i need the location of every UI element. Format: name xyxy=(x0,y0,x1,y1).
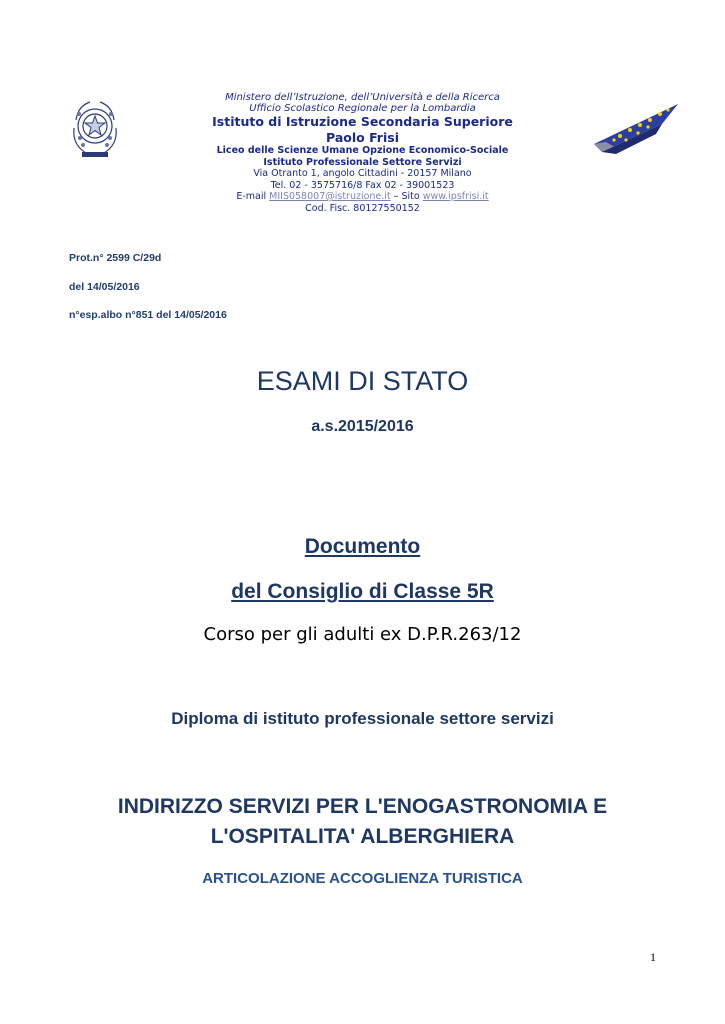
phone-line: Tel. 02 - 3575716/8 Fax 02 - 39001523 xyxy=(270,179,455,191)
protocol-number: Prot.n° 2599 C/29d xyxy=(69,252,162,264)
contact-line xyxy=(0,191,725,203)
ministry-line: Ministero dell’Istruzione, dell’Università e della Ricerca xyxy=(225,92,500,103)
page-title: ESAMI DI STATO xyxy=(256,366,469,396)
professional-line: Istituto Professionale Settore Servizi xyxy=(263,156,462,168)
protocol-albo: n°esp.albo n°851 del 14/05/2016 xyxy=(69,309,227,321)
protocol-date: del 14/05/2016 xyxy=(69,281,140,293)
school-name: Paolo Frisi xyxy=(326,130,399,145)
course-line: Corso per gli adulti ex D.P.R.263/12 xyxy=(203,624,522,645)
school-year: a.s.2015/2016 xyxy=(311,418,414,435)
institute-line: Istituto di Istruzione Secondaria Superiore xyxy=(212,114,513,129)
liceo-line: Liceo delle Scienze Umane Opzione Economico-Sociale xyxy=(216,145,509,156)
email-link[interactable]: MIIS058007@istruzione.it xyxy=(269,191,391,202)
address-line: Via Otranto 1, angolo Cittadini - 20157 Milano xyxy=(253,168,472,179)
office-line: Ufficio Scolastico Regionale per la Lombardia xyxy=(249,103,476,114)
address-heading-1: INDIRIZZO SERVIZI PER L'ENOGASTRONOMIA E xyxy=(117,795,608,818)
address-heading-2: L'OSPITALITA' ALBERGHIERA xyxy=(210,825,515,848)
articulation-line: ARTICOLAZIONE ACCOGLIENZA TURISTICA xyxy=(202,870,523,887)
site-label: – Sito xyxy=(390,191,423,202)
diploma-line: Diploma di istituto professionale settore servizi xyxy=(171,709,554,728)
fiscal-code: Cod. Fisc. 80127550152 xyxy=(305,202,420,214)
email-label: E-mail xyxy=(236,191,270,202)
site-link[interactable]: www.ipsfrisi.it xyxy=(422,191,489,202)
document-heading: Documento xyxy=(304,535,421,558)
page-number: 1 xyxy=(650,950,656,964)
letterhead xyxy=(0,92,725,214)
council-heading: del Consiglio di Classe 5R xyxy=(231,580,494,603)
